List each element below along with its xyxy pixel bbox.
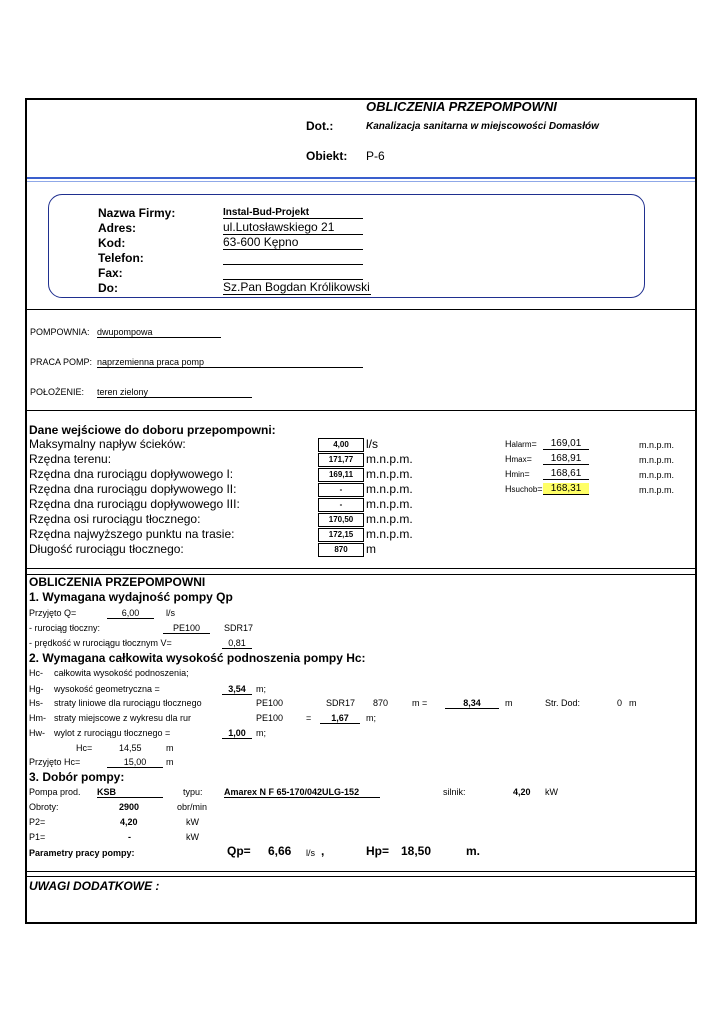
pompownia-label: POMPOWNIA: [30, 327, 90, 337]
level-label [505, 439, 537, 449]
params-label: Parametry pracy pompy: [29, 848, 135, 858]
company-fax-label: Fax: [98, 266, 123, 280]
pipe-label: - rurociąg tłoczny: [29, 623, 101, 633]
hw-value: 1,00 [222, 728, 252, 739]
hc-accepted-label: Przyjęto Hc= [29, 757, 81, 767]
hs-key: Hs- [29, 698, 43, 708]
input-row-unit: m.n.p.m. [366, 467, 413, 481]
input-row-unit: l/s [366, 437, 378, 451]
hg-key: Hg- [29, 684, 44, 694]
type-label: typu: [183, 787, 203, 797]
rpm-value: 2900 [119, 802, 140, 812]
input-row-value: - [318, 498, 364, 512]
polozenie-value: teren zielony [97, 387, 252, 398]
hs-value: 8,34 [445, 698, 499, 709]
q-unit: l/s [166, 608, 175, 618]
praca-value: naprzemienna praca pomp [97, 357, 363, 368]
company-code-value: 63-600 Kępno [223, 235, 363, 250]
hc-desc: całkowita wysokość podnoszenia; [54, 668, 189, 678]
str-dod-unit: m [629, 698, 637, 708]
input-row-unit: m.n.p.m. [366, 482, 413, 496]
qp-unit: l/s [306, 848, 315, 858]
hm-value: 1,67 [320, 713, 360, 724]
type-value: Amarex N F 65-170/042ULG-152 [224, 787, 380, 798]
q-label: Przyjęto Q= [29, 608, 77, 618]
input-row-label: Rzędna dna rurociągu dopływowego I: [29, 467, 234, 481]
level-symbol: H [505, 469, 512, 479]
dot-value: Kanalizacja sanitarna w miejscowości Domasłów [366, 121, 599, 132]
hp-value: 18,50 [401, 844, 432, 858]
level-label [505, 484, 543, 494]
hg-desc: wysokość geometryczna = [54, 684, 160, 694]
input-row-label: Rzędna dna rurociągu dopływowego III: [29, 497, 240, 511]
page-title: OBLICZENIA PRZEPOMPOWNI [366, 99, 557, 114]
p1-label: P1= [29, 832, 46, 842]
hg-value: 3,54 [222, 684, 252, 695]
company-phone-value [223, 250, 363, 265]
input-row-label: Rzędna dna rurociągu dopływowego II: [29, 482, 237, 496]
input-row-value: 172,15 [318, 528, 364, 542]
divider-2 [27, 410, 695, 411]
input-row-label: Maksymalny napływ ścieków: [29, 437, 186, 451]
input-row-value: 171,77 [318, 453, 364, 467]
input-row-unit: m [366, 542, 376, 556]
company-address-value: ul.Lutosławskiego 21 [223, 220, 363, 235]
calc-title: OBLICZENIA PRZEPOMPOWNI [29, 575, 206, 589]
level-eq: = [531, 439, 537, 449]
hc-accepted-value: 15,00 [107, 757, 163, 768]
company-to-value: Sz.Pan Bogdan Królikowski [223, 280, 370, 294]
str-dod-value: 0 [617, 698, 623, 708]
level-value: 169,01 [543, 438, 589, 450]
hc-calc-unit: m [166, 743, 174, 753]
p1-unit: kW [186, 832, 199, 842]
motor-label: silnik: [443, 787, 466, 797]
hm-unit: m; [366, 713, 376, 723]
hs-sdr: SDR17 [326, 698, 356, 708]
input-row-unit: m.n.p.m. [366, 452, 413, 466]
hc-calc-label: Hc= [76, 743, 93, 753]
level-subscript: suchob [511, 485, 538, 494]
input-row-label: Rzędna terenu: [29, 452, 112, 466]
level-subscript: alarm [511, 440, 532, 449]
qp-label: Qp= [227, 844, 251, 858]
level-subscript: min [511, 470, 525, 479]
company-to-label: Do: [98, 281, 118, 295]
level-value: 168,61 [543, 468, 589, 480]
producer-label: Pompa prod. [29, 787, 81, 797]
hp-unit: m. [466, 844, 481, 858]
hw-desc: wylot z rurociągu tłocznego = [54, 728, 171, 738]
p2-label: P2= [29, 817, 46, 827]
polozenie-label: POŁOŻENIE: [30, 387, 85, 397]
hg-unit: m; [256, 684, 266, 694]
pipe-sdr: SDR17 [224, 623, 254, 633]
company-fax-value [223, 265, 363, 280]
pompownia-value: dwupompowa [97, 327, 221, 338]
praca-label: PRACA POMP: [30, 357, 93, 367]
obiekt-value: P-6 [366, 149, 385, 163]
company-name-value: Instal-Bud-Projekt [223, 207, 363, 219]
company-code-label: Kod: [98, 236, 126, 250]
hs-length: 870 [373, 698, 389, 708]
hp-label: Hp= [366, 844, 390, 858]
level-label [505, 469, 530, 479]
motor-unit: kW [545, 787, 558, 797]
qp-value: 6,66 [268, 844, 292, 858]
input-row-label: Rzędna najwyższego punktu na trasie: [29, 527, 235, 541]
section-1-title: 1. Wymagana wydajność pompy Qp [29, 590, 233, 604]
level-symbol: H [505, 439, 512, 449]
velocity-value: 0,81 [222, 638, 252, 649]
velocity-label: - prędkość w rurociągu tłocznym V= [29, 638, 172, 648]
hm-key: Hm- [29, 713, 46, 723]
level-subscript: max [511, 455, 527, 464]
company-name-label: Nazwa Firmy: [98, 206, 176, 220]
level-eq: = [526, 454, 532, 464]
level-value: 168,91 [543, 453, 589, 465]
level-unit: m.n.p.m. [639, 470, 675, 480]
hw-key: Hw- [29, 728, 45, 738]
hm-desc: straty miejscowe z wykresu dla rur [54, 713, 192, 723]
str-dod-label: Str. Dod: [545, 698, 581, 708]
divider-4b [27, 876, 695, 877]
level-unit: m.n.p.m. [639, 440, 675, 450]
section-3-title: 3. Dobór pompy: [29, 770, 125, 784]
divider-3 [27, 568, 695, 569]
divider-4 [27, 871, 695, 872]
dot-label: Dot.: [306, 119, 334, 133]
input-row-value: 169,11 [318, 468, 364, 482]
hs-desc: straty liniowe dla rurociągu tłocznego [54, 698, 202, 708]
obiekt-label: Obiekt: [306, 149, 348, 163]
header-divider-blue [27, 177, 695, 179]
hs-m-label: m = [412, 698, 428, 708]
notes-title: UWAGI DODATKOWE : [29, 879, 160, 893]
hs-material: PE100 [256, 698, 284, 708]
input-row-value: 870 [318, 543, 364, 557]
hm-eq: = [306, 713, 312, 723]
level-eq: = [537, 484, 543, 494]
input-row-value: - [318, 483, 364, 497]
header-divider-blue-thin [27, 181, 695, 182]
hc-accepted-unit: m [166, 757, 174, 767]
input-heading: Dane wejściowe do doboru przepompowni: [29, 423, 276, 437]
hc-calc-value: 14,55 [119, 743, 142, 753]
level-unit: m.n.p.m. [639, 485, 675, 495]
hs-unit: m [505, 698, 513, 708]
qp-separator: , [321, 844, 325, 858]
motor-value: 4,20 [513, 787, 531, 797]
producer-value: KSB [97, 787, 163, 798]
level-symbol: H [505, 484, 512, 494]
pipe-material: PE100 [163, 623, 210, 634]
p1-value: - [128, 832, 131, 842]
level-unit: m.n.p.m. [639, 455, 675, 465]
input-row-value: 4,00 [318, 438, 364, 452]
level-value: 168,31 [543, 483, 589, 495]
rpm-label: Obroty: [29, 802, 59, 812]
hc-key: Hc- [29, 668, 43, 678]
q-value: 6,00 [107, 608, 154, 619]
p2-value: 4,20 [120, 817, 138, 827]
input-row-unit: m.n.p.m. [366, 497, 413, 511]
input-row-unit: m.n.p.m. [366, 527, 413, 541]
level-eq: = [524, 469, 530, 479]
company-address-label: Adres: [98, 221, 137, 235]
hw-unit: m; [256, 728, 266, 738]
rpm-unit: obr/min [177, 802, 208, 812]
company-phone-label: Telefon: [98, 251, 144, 265]
input-row-label: Długość rurociągu tłocznego: [29, 542, 184, 556]
hm-material: PE100 [256, 713, 284, 723]
input-row-label: Rzędna osi rurociągu tłocznego: [29, 512, 201, 526]
p2-unit: kW [186, 817, 199, 827]
input-row-value: 170,50 [318, 513, 364, 527]
level-label [505, 454, 532, 464]
section-2-title: 2. Wymagana całkowita wysokość podnoszenia pompy Hc: [29, 651, 366, 665]
level-symbol: H [505, 454, 512, 464]
divider-1 [27, 309, 695, 310]
input-row-unit: m.n.p.m. [366, 512, 413, 526]
